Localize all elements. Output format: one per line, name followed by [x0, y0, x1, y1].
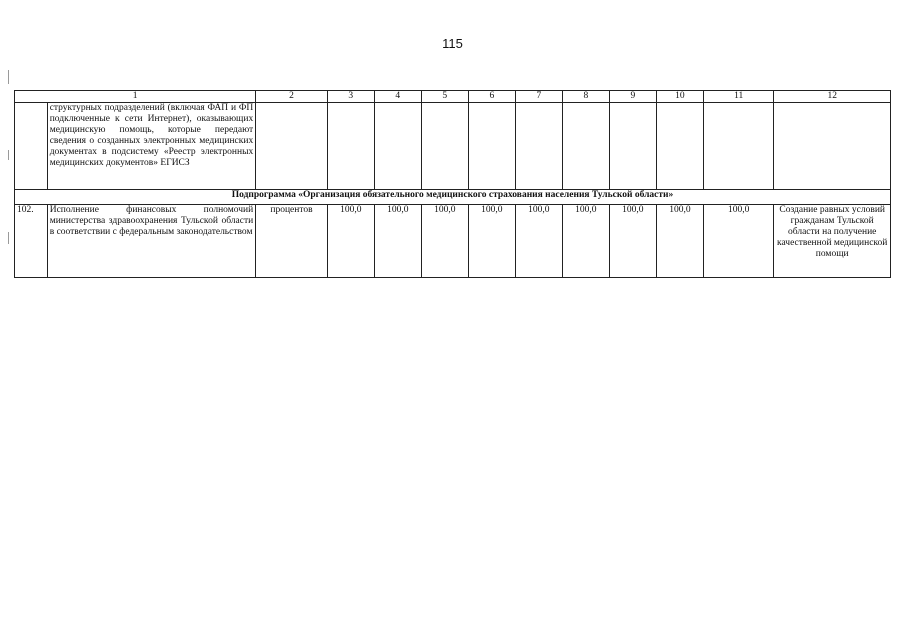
result-cell: Создание равных условий гражданам Тульской области на получение качественной медицинской помощи	[774, 205, 891, 278]
column-number: 7	[515, 91, 562, 103]
value-cell: 100,0	[703, 205, 774, 278]
column-number: 2	[256, 91, 328, 103]
indicator-table	[14, 90, 891, 278]
value-cell: 100,0	[562, 205, 609, 278]
unit-cell: процентов	[256, 205, 328, 278]
column-number: 5	[421, 91, 468, 103]
column-number: 1	[15, 91, 256, 103]
table-row	[15, 205, 891, 278]
column-number: 6	[468, 91, 515, 103]
table-row	[15, 103, 891, 190]
value-cell: 100,0	[515, 205, 562, 278]
value-cell: 100,0	[421, 205, 468, 278]
section-title: Подпрограмма «Организация обязательного медицинского страхования населения Тульской области»	[15, 190, 891, 205]
page-number: 115	[442, 36, 463, 51]
binding-margin-mark	[8, 70, 9, 84]
section-row	[15, 190, 891, 205]
binding-margin-mark	[8, 232, 9, 244]
column-number: 12	[774, 91, 891, 103]
column-number: 11	[703, 91, 774, 103]
binding-margin-mark	[8, 150, 9, 160]
value-cell: 100,0	[468, 205, 515, 278]
value-cell: 100,0	[609, 205, 656, 278]
indicator-text: Исполнение финансовых полномочий министерства здравоохранения Тульской области в соответствии с федеральным законодательством	[47, 205, 256, 278]
row-number: 102.	[15, 205, 48, 278]
column-number: 4	[374, 91, 421, 103]
value-cell: 100,0	[327, 205, 374, 278]
value-cell: 100,0	[656, 205, 703, 278]
value-cell: 100,0	[374, 205, 421, 278]
column-number: 3	[327, 91, 374, 103]
column-number: 10	[656, 91, 703, 103]
column-number-row	[15, 91, 891, 103]
column-number: 8	[562, 91, 609, 103]
column-number: 9	[609, 91, 656, 103]
indicator-text: структурных подразделений (включая ФАП и ФП подключенные к сети Интернет), оказывающих медицинскую помощь, которые передают сведения о созданных электронных медицинских документах в подсистему «Реестр электронных медицинских документов» ЕГИСЗ	[47, 103, 256, 190]
